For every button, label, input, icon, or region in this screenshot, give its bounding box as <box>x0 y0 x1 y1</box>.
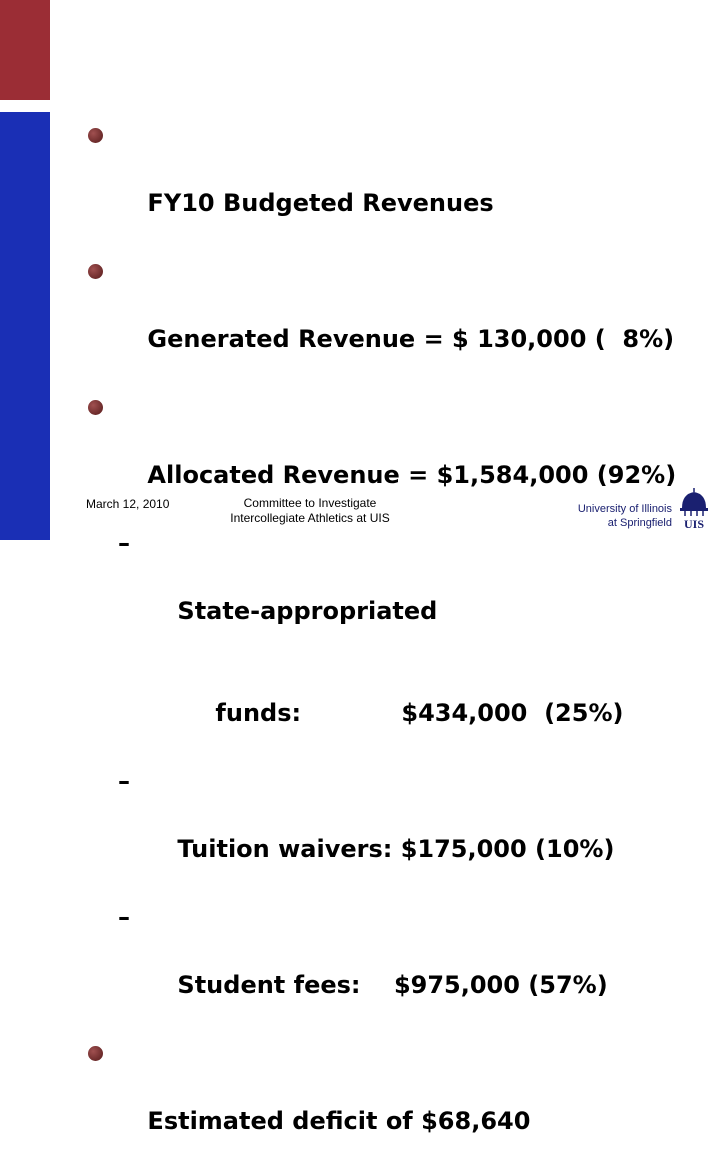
bullet-icon <box>88 128 103 143</box>
committee-line: Intercollegiate Athletics at UIS <box>230 511 390 525</box>
dash-marker: – <box>118 529 130 557</box>
dash-marker: – <box>118 767 130 795</box>
bullet-item <box>88 1036 713 1172</box>
sub-bullet-item <box>88 764 713 900</box>
footer-committee <box>206 496 414 526</box>
university-line: University of Illinois <box>577 503 672 515</box>
sub-bullet-item <box>88 526 713 662</box>
red-accent-bar <box>0 0 50 100</box>
footer-date: March 12, 2010 <box>86 497 170 511</box>
sub-bullet-item <box>88 900 713 1036</box>
sub-bullet-text: funds: $434,000 (25%) <box>215 699 624 727</box>
sub-bullet-text: Student fees: $975,000 (57%) <box>177 971 608 999</box>
bullet-text: Estimated deficit of $68,640 <box>147 1107 531 1135</box>
sub-bullet-text: State-appropriated <box>177 597 438 625</box>
slide-content <box>88 118 713 1172</box>
sub-bullet-text: Tuition waivers: $175,000 (10%) <box>177 835 615 863</box>
bullet-text: FY10 Budgeted Revenues <box>147 189 494 217</box>
university-line: at Springfield <box>607 517 672 529</box>
bullet-text: Generated Revenue = $ 130,000 ( 8%) <box>147 325 675 353</box>
uis-dome-logo-icon <box>674 486 714 530</box>
dash-marker: – <box>118 903 130 931</box>
bullet-icon <box>88 1046 103 1061</box>
sub-bullet-continuation <box>88 662 713 764</box>
bullet-text: Allocated Revenue = $1,584,000 (92%) <box>147 461 677 489</box>
bullet-icon <box>88 400 103 415</box>
bullet-item <box>88 118 713 254</box>
logo-text: UIS <box>683 517 705 531</box>
bullet-item <box>88 254 713 390</box>
footer-university <box>540 502 672 530</box>
bullet-icon <box>88 264 103 279</box>
blue-accent-bar <box>0 112 50 540</box>
committee-line: Committee to Investigate <box>243 496 377 510</box>
